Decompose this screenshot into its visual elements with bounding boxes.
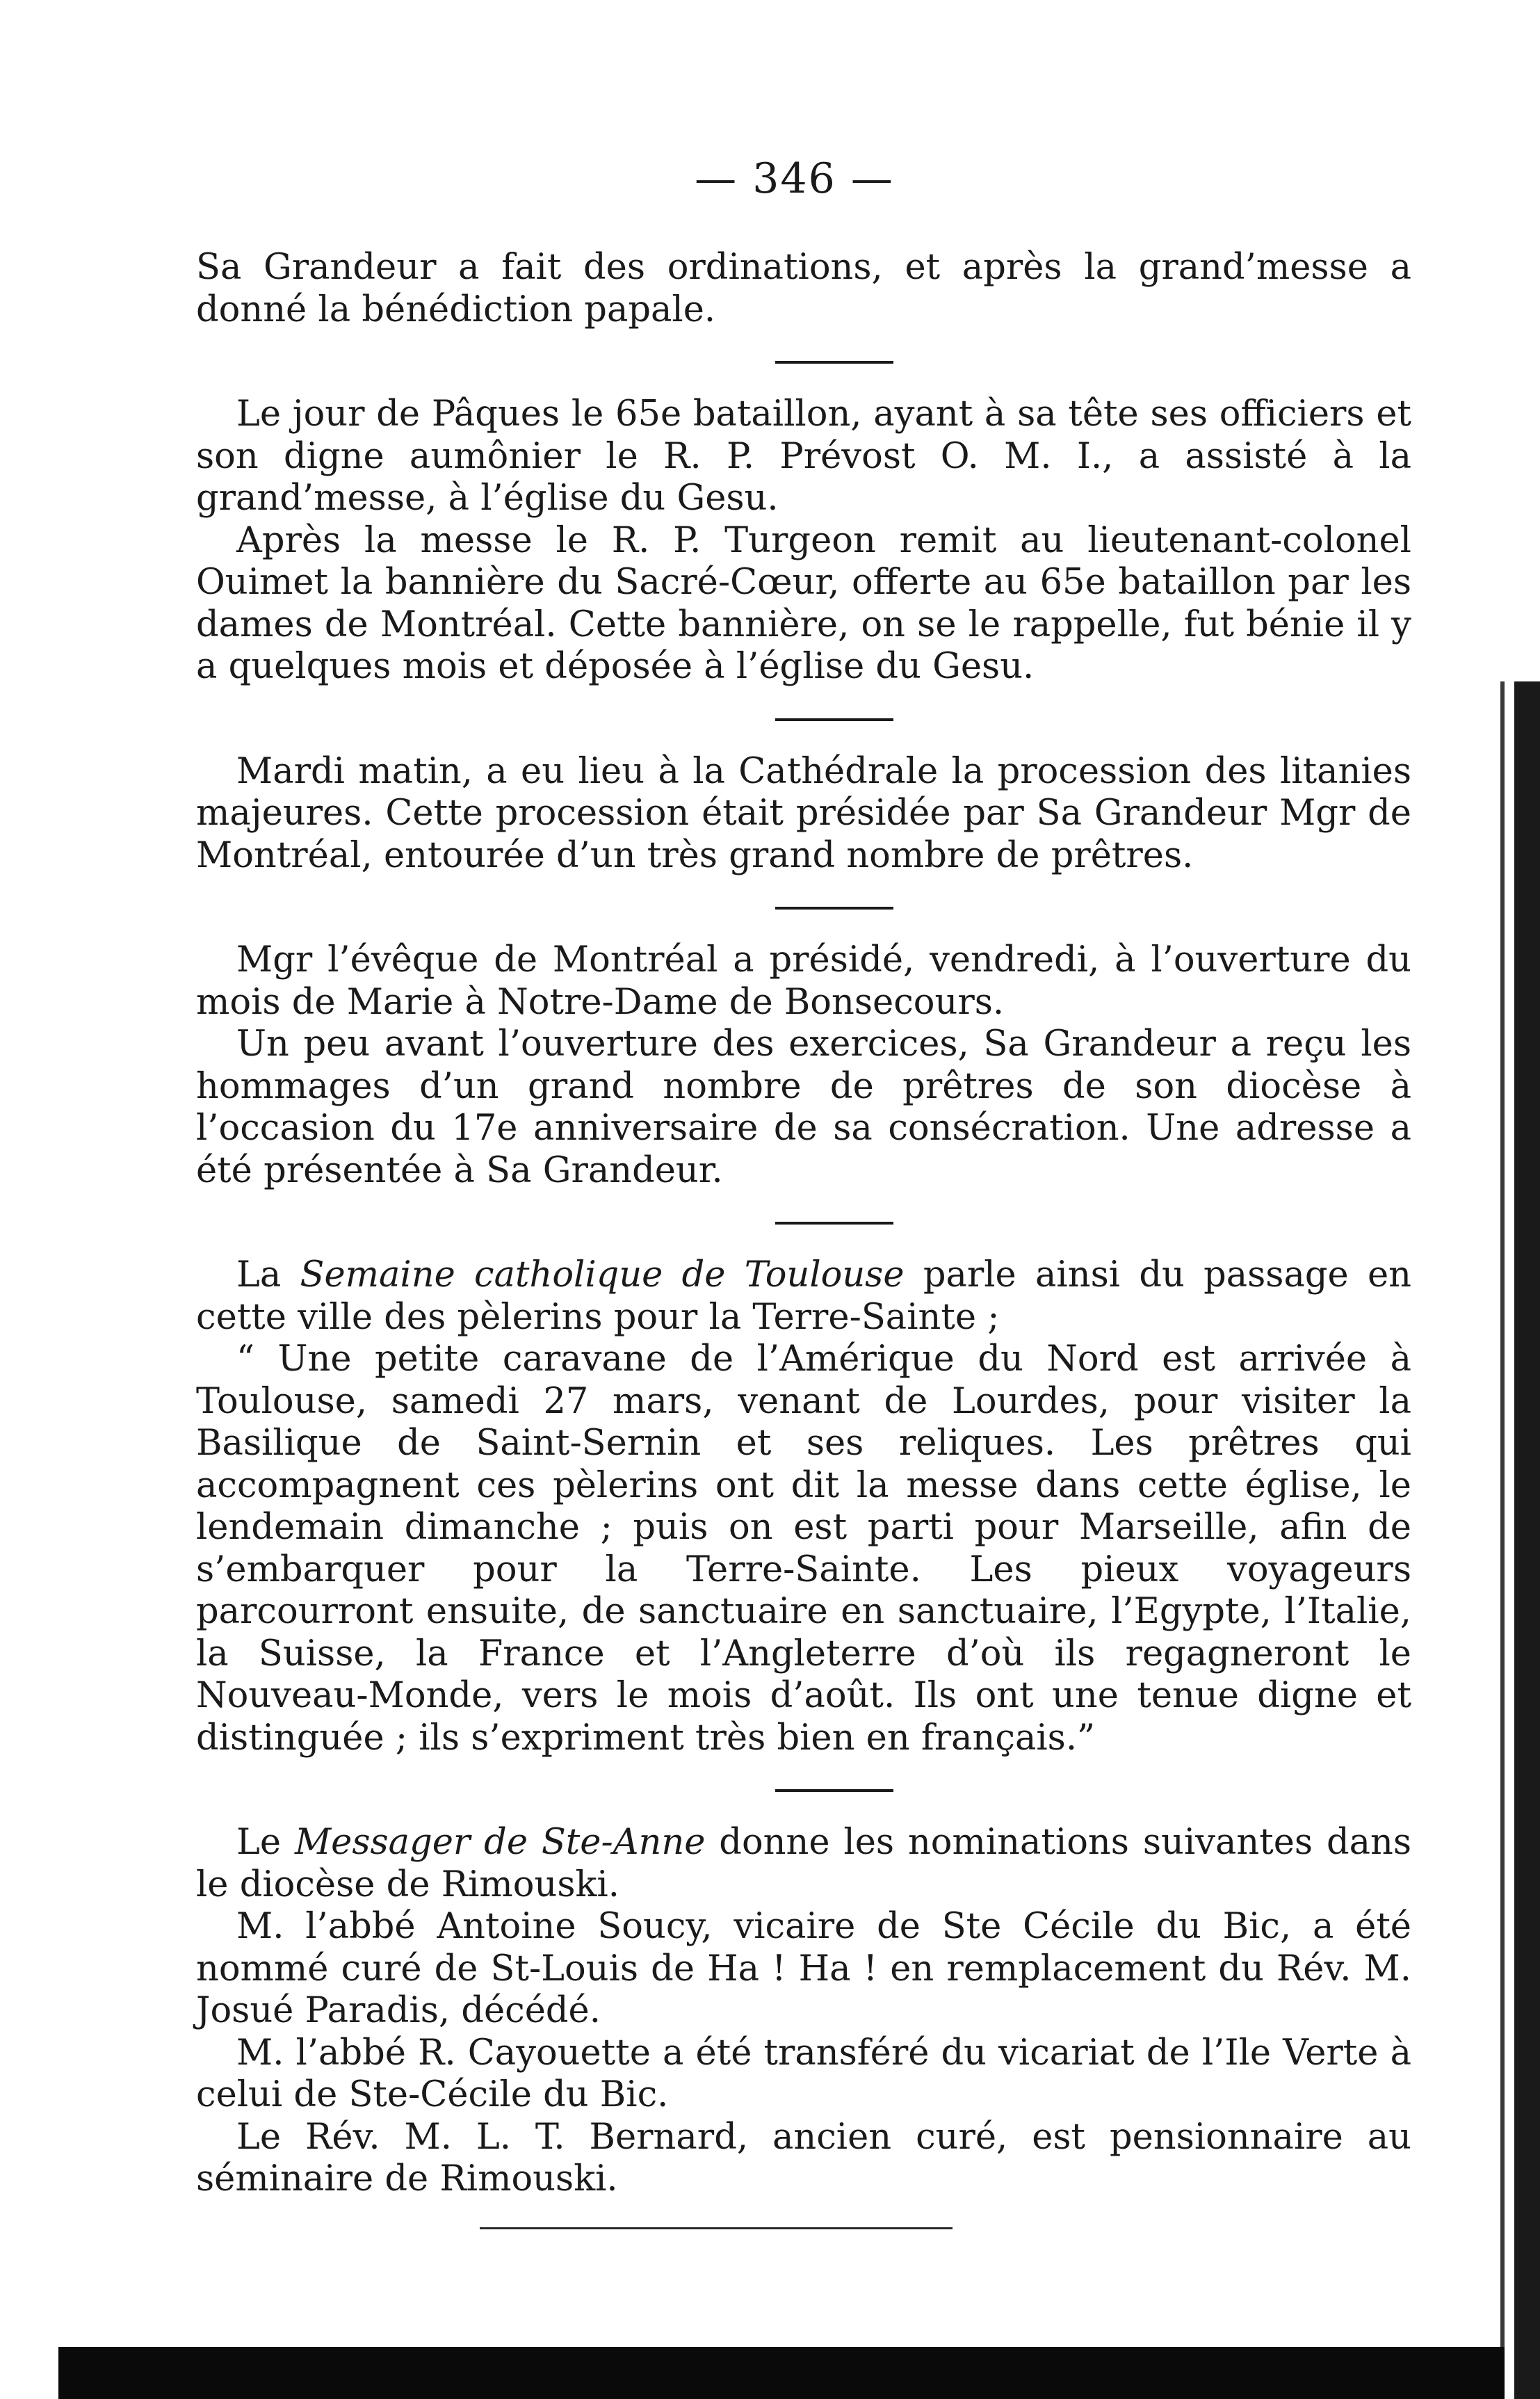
end-rule — [480, 2227, 953, 2229]
scan-bottom-edge — [58, 2347, 1505, 2399]
section-divider — [775, 907, 893, 910]
section-divider — [775, 1222, 893, 1225]
paragraph: Le Rév. M. L. T. Bernard, ancien curé, est pensionnaire au séminaire de Rimouski. — [196, 2116, 1411, 2199]
quotation-paragraph: “ Une petite caravane de l’Amérique du Nord est arrivée à Toulouse, samedi 27 mars, venant de Lourdes, pour visiter la Basilique de Saint-Sernin et ses reliques. Les prêtres qui accompagnent ces pèlerins ont dit la messe dans cette église, le lendemain dimanche ; puis on est parti pour Marseille, afin de s’embarquer pour la Terre-Sainte. Les pieux voyageurs parcourront ensuite, de sanctuaire en sanctuaire, l’Egypte, l’Italie, la Suisse, la France et l’Angleterre d’où ils regagneront le Nouveau-Monde, vers le mois d’août. Ils ont une tenue digne et distinguée ; ils s’expriment très bien en français.” — [196, 1339, 1411, 1759]
publication-title: Semaine catholique de Toulouse — [300, 1254, 905, 1295]
publication-title: Messager de Ste-Anne — [294, 1822, 706, 1863]
paragraph: Sa Grandeur a fait des ordinations, et après la grand’messe a donné la bénédiction papale. — [196, 247, 1411, 330]
paragraph: Le jour de Pâques le 65e bataillon, ayant à sa tête ses officiers et son digne aumônier le R. P. Prévost O. M. I., a assisté à la grand’messe, à l’église du Gesu. — [196, 394, 1411, 519]
paragraph-suffix: parle ainsi du passage en cette ville des pèlerins pour la Terre-Sainte ; — [196, 1254, 1412, 1338]
paragraph: Mgr l’évêque de Montréal a présidé, vendredi, à l’ouverture du mois de Marie à Notre-Dame de Bonsecours. — [196, 939, 1411, 1023]
paragraph — [196, 1254, 1411, 1339]
text-column — [196, 247, 1411, 2201]
paragraph: Après la messe le R. P. Turgeon remit au lieutenant-colonel Ouimet la bannière du Sacré-Cœur, offerte au 65e bataillon par les dames de Montréal. Cette bannière, on se le rappelle, fut bénie il y a quelques mois et déposée à l’église du Gesu. — [196, 519, 1411, 687]
paragraph-prefix: Le — [236, 1822, 295, 1863]
page-number: — 346 — — [695, 154, 894, 203]
page-edge-shadow — [1500, 681, 1540, 2399]
paragraph: M. l’abbé Antoine Soucy, vicaire de Ste Cécile du Bic, a été nommé curé de St-Louis de Ha ! Ha ! en remplacement du Rév. M. Josué Paradis, décédé. — [196, 1906, 1411, 2031]
paragraph-suffix: donne les nominations suivantes dans le diocèse de Rimouski. — [196, 1822, 1412, 1905]
paragraph — [196, 1822, 1411, 1906]
section-divider — [775, 1789, 893, 1792]
section-divider — [775, 718, 893, 721]
paragraph: M. l’abbé R. Cayouette a été transféré du vicariat de l’Ile Verte à celui de Ste-Cécile du Bic. — [196, 2032, 1411, 2115]
paragraph-prefix: La — [236, 1254, 300, 1295]
section-divider — [775, 361, 893, 364]
paragraph: Mardi matin, a eu lieu à la Cathédrale la procession des litanies majeures. Cette procession était présidée par Sa Grandeur Mgr de Montréal, entourée d’un très grand nombre de prêtres. — [196, 750, 1411, 876]
paragraph: Un peu avant l’ouverture des exercices, Sa Grandeur a reçu les hommages d’un grand nombre de prêtres de son diocèse à l’occasion du 17e anniversaire de sa consécration. Une adresse a été présentée à Sa Grandeur. — [196, 1024, 1411, 1191]
